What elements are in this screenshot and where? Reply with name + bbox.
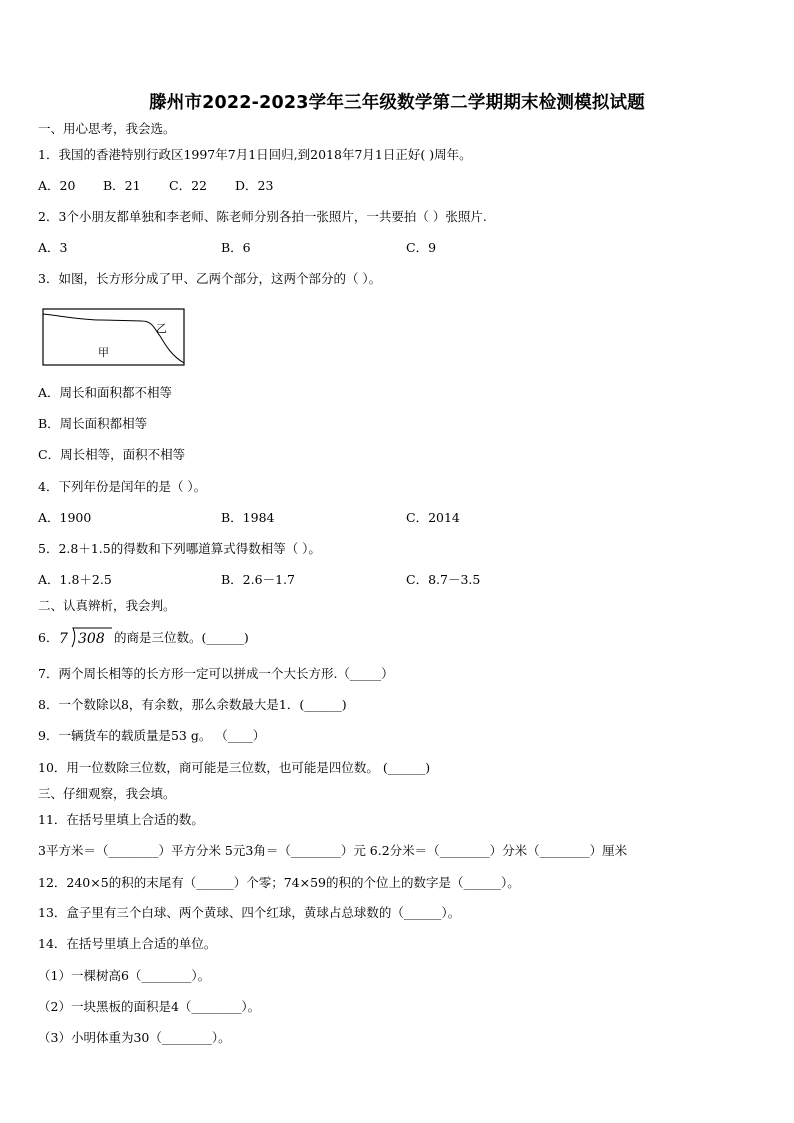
figure-label-jia: 甲 (98, 346, 109, 359)
question-12-text: 12．240×5的积的末尾有（______）个零；74×59的积的个位上的数字是（______）。 (38, 875, 520, 890)
section-heading-1: 一、用心思考，我会选。 (38, 121, 176, 136)
question-14-item-3: （3）小明体重为30（________）。 (38, 1030, 231, 1045)
question-1-text: 1．我国的香港特别行政区1997年7月1日回归,到2018年7月1日正好( )周年。 (38, 147, 472, 162)
page-title: 滕州市2022-2023学年三年级数学第二学期期末检测模拟试题 (149, 93, 645, 113)
question-1-option-a: A．20 (38, 178, 76, 193)
question-13-text: 13．盒子里有三个白球、两个黄球、四个红球，黄球占总球数的（______）。 (38, 905, 461, 920)
question-3-text: 3．如图，长方形分成了甲、乙两个部分，这两个部分的（ ）。 (38, 271, 382, 286)
question-2-option-a: A．3 (38, 240, 68, 255)
question-6-prefix: 6． (38, 630, 59, 645)
dividend: 308 (78, 631, 105, 647)
question-2-option-b: B．6 (221, 240, 251, 255)
question-4-text: 4．下列年份是闰年的是（ ）。 (38, 479, 207, 494)
rectangle-figure (42, 308, 186, 368)
question-11-text: 11．在括号里填上合适的数。 (38, 812, 204, 827)
question-3-option-a: A．周长和面积都不相等 (38, 385, 173, 400)
question-14-item-2: （2）一块黑板的面积是4（________）。 (38, 999, 261, 1014)
section-heading-3: 三、仔细观察，我会填。 (38, 786, 176, 801)
question-4-option-b: B．1984 (221, 510, 275, 525)
question-5-text: 5．2.8＋1.5的得数和下列哪道算式得数相等（ ）。 (38, 541, 321, 556)
question-6-suffix: 的商是三位数。(______) (114, 630, 249, 645)
question-14-item-1: （1）一棵树高6（________）。 (38, 968, 211, 983)
question-4-option-a: A．1900 (38, 510, 92, 525)
question-1-option-d: D．23 (235, 178, 274, 193)
question-5-option-c: C．8.7－3.5 (406, 572, 481, 587)
question-7-text: 7．两个周长相等的长方形一定可以拼成一个大长方形.（_____） (38, 666, 394, 681)
question-11-blanks: 3平方米＝（________）平方分米 5元3角＝（________）元 6.2分米＝（________）分米（________）厘米 (38, 843, 628, 858)
question-3-option-b: B．周长面积都相等 (38, 416, 148, 431)
question-10-text: 10．用一位数除三位数，商可能是三位数，也可能是四位数。 (______) (38, 760, 431, 775)
question-1-option-c: C．22 (169, 178, 207, 193)
question-8-text: 8．一个数除以8，有余数，那么余数最大是1．(______) (38, 697, 347, 712)
question-2-option-c: C．9 (406, 240, 437, 255)
question-1-option-b: B．21 (103, 178, 141, 193)
question-5-option-a: A．1.8＋2.5 (38, 572, 112, 587)
question-14-text: 14．在括号里填上合适的单位。 (38, 936, 217, 951)
long-division-symbol (58, 625, 114, 649)
figure-label-yi: 乙 (156, 322, 167, 335)
divisor: 7 (59, 631, 68, 647)
question-5-option-b: B．2.6－1.7 (221, 572, 295, 587)
section-heading-2: 二、认真辨析，我会判。 (38, 598, 176, 613)
question-3-option-c: C．周长相等，面积不相等 (38, 447, 186, 462)
question-4-option-c: C．2014 (406, 510, 460, 525)
question-2-text: 2．3个小朋友都单独和李老师、陈老师分别各拍一张照片，一共要拍（ ）张照片. (38, 209, 487, 224)
question-9-text: 9．一辆货车的载质量是53 g。 （____） (38, 728, 266, 743)
